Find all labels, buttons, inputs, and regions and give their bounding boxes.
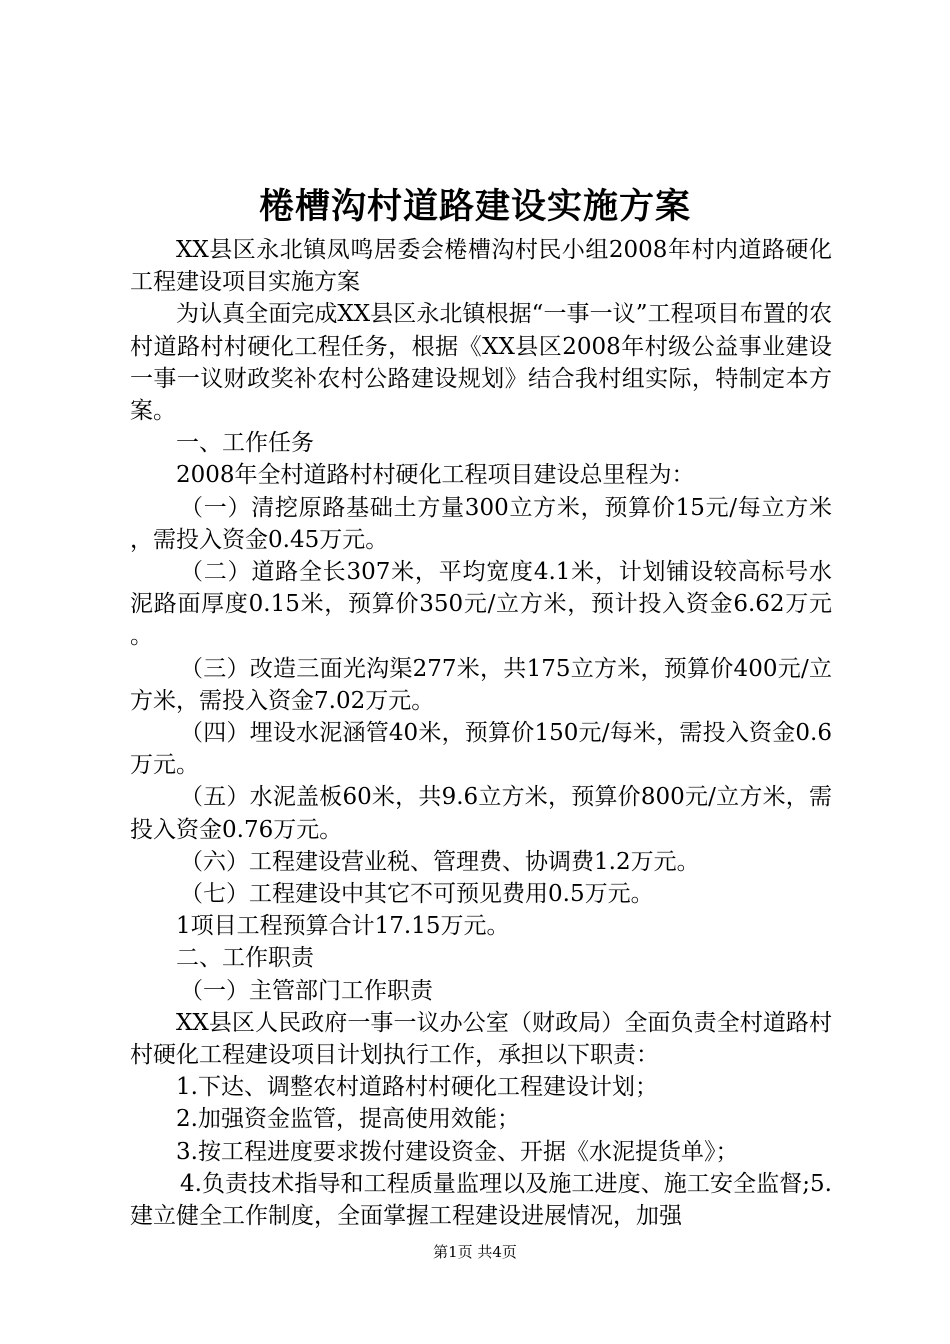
paragraph: XX县区人民政府一事一议办公室（财政局）全面负责全村道路村村硬化工程建设项目计划执行工作，承担以下职责： (130, 1009, 832, 1069)
list-item: （三）改造三面光沟渠277米，共175立方米，预算价400元/立方米，需投入资金7.02万元。 (130, 655, 832, 714)
document-title: 棬槽沟村道路建设实施方案 (258, 186, 691, 227)
paragraph: XX县区永北镇凤鸣居委会棬槽沟村民小组2008年村内道路硬化工程建设项目实施方案 (130, 237, 832, 296)
subsection-heading: （一）主管部门工作职责 (180, 977, 433, 1004)
list-item: （六）工程建设营业税、管理费、协调费1.2万元。 (180, 848, 700, 875)
list-item: （五）水泥盖板60米，共9.6立方米，预算价800元/立方米，需投入资金0.76万元。 (130, 784, 832, 843)
document-body (130, 234, 832, 1232)
page-footer: 第1页 共4页 (433, 1243, 517, 1261)
list-item: （四）埋设水泥涵管40米，预算价150元/每米，需投入资金0.6万元。 (130, 720, 832, 779)
paragraph: 2008年全村道路村村硬化工程项目建设总里程为： (176, 462, 695, 489)
section-heading: 二、工作职责 (176, 945, 314, 972)
list-item: （一）清挖原路基础土方量300立方米，预算价15元/每立方米，需投入资金0.45万元。 (130, 494, 832, 553)
list-item: 4.负责技术指导和工程质量监理以及施工进度、施工安全监督;5.建立健全工作制度，全面掌握工程建设进展情况，加强 (130, 1170, 832, 1230)
list-item: （七）工程建设中其它不可预见费用0.5万元。 (180, 881, 654, 908)
list-item: 1.下达、调整农村道路村村硬化工程建设计划； (176, 1074, 658, 1101)
section-heading: 一、工作任务 (176, 430, 314, 457)
list-item: （二）道路全长307米，平均宽度4.1米，计划铺设较高标号水泥路面厚度0.15米，预算价350元/立方米，预计投入资金6.62万元。 (130, 559, 832, 650)
list-item: 3.按工程进度要求拨付建设资金、开据《水泥提货单》； (176, 1138, 739, 1165)
list-item: 2.加强资金监管，提高使用效能； (176, 1106, 520, 1133)
paragraph: 1项目工程预算合计17.15万元。 (176, 913, 510, 940)
paragraph: 为认真全面完成XX县区永北镇根据“一事一议”工程项目布置的农村道路村村硬化工程任务，根据《XX县区2008年村级公益事业建设一事一议财政奖补农村公路建设规划》结合我村组实际，特制定本方案。 (130, 301, 832, 425)
